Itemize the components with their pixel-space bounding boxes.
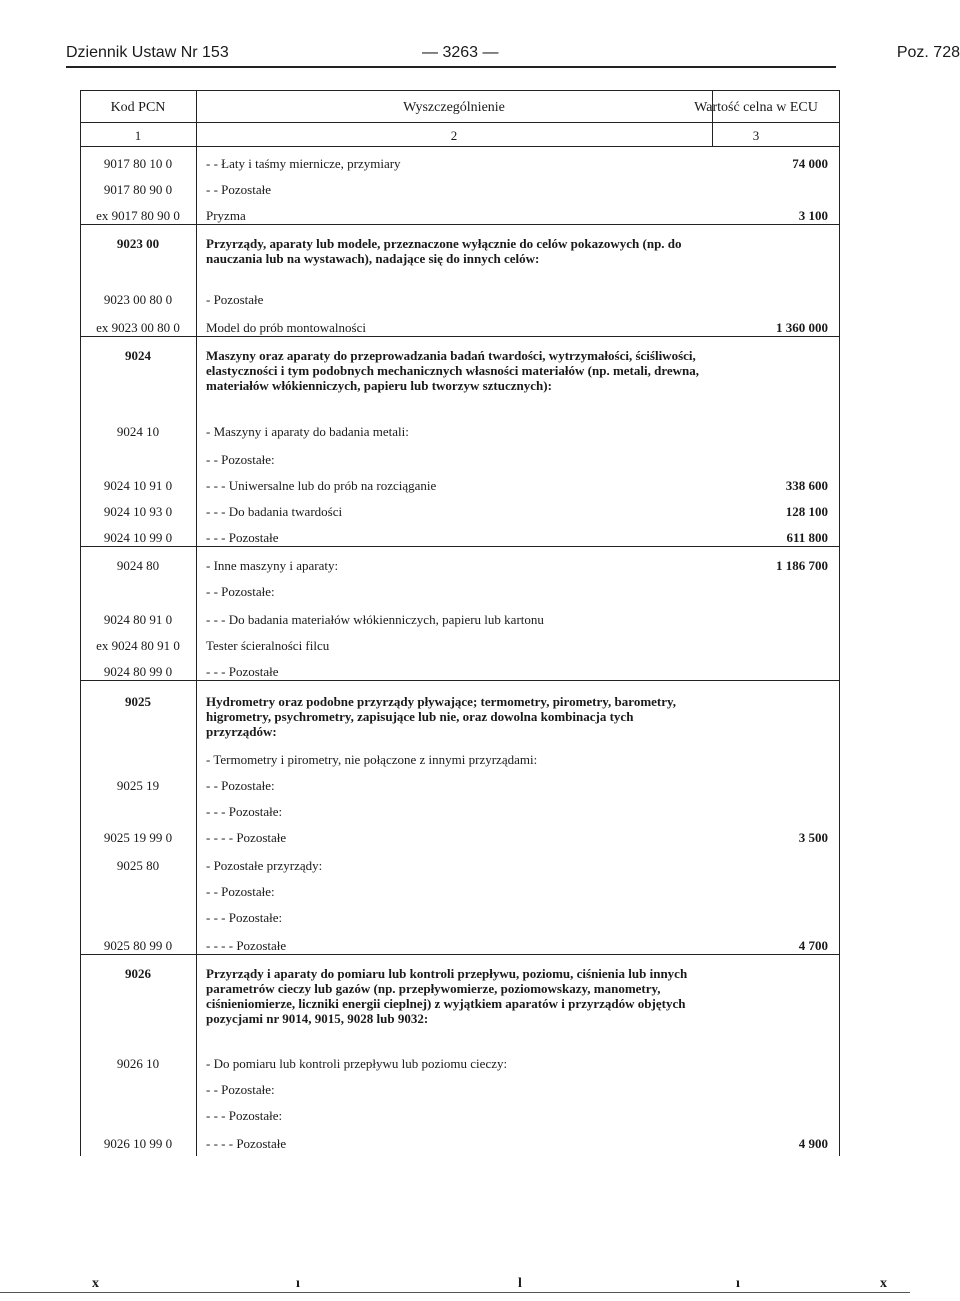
row-value: 74 000 — [792, 156, 828, 171]
row-divider — [80, 954, 840, 955]
row-description: - - - Pozostałe — [206, 664, 279, 679]
row-code: 9024 80 — [116, 558, 160, 573]
row-code: 9023 00 — [116, 236, 160, 251]
row-code: 9024 10 99 0 — [103, 530, 173, 545]
row-code: 9026 10 — [116, 1056, 160, 1071]
row-description: - - Łaty i taśmy miernicze, przymiary — [206, 156, 401, 171]
row-description: Pryzma — [206, 208, 246, 223]
footer-rule — [0, 1292, 910, 1293]
row-description: - - Pozostałe: — [206, 778, 275, 793]
row-description: Model do prób montowalności — [206, 320, 366, 335]
row-code: 9024 10 91 0 — [103, 478, 173, 493]
scan-mark: x — [880, 1276, 887, 1291]
row-description: - - - Pozostałe: — [206, 910, 283, 925]
scan-mark: l — [518, 1276, 522, 1291]
row-description: - - Pozostałe — [206, 182, 271, 197]
row-description: - - - Do badania twardości — [206, 504, 343, 519]
row-description: - - - Pozostałe: — [206, 804, 283, 819]
page-header — [66, 44, 960, 66]
row-description: - Pozostałe przyrządy: — [206, 858, 323, 873]
row-description: Przyrządy, aparaty lub modele, przeznaczone wyłącznie do celów pokazowych (np. do nauczania lub na wystawach), nadające się do innych celów: — [206, 236, 682, 266]
row-description: Maszyny oraz aparaty do przeprowadzania badań twardości, wytrzymałości, ściśliwości, elastyczności i tym podobnych mechanicznych własności materiałów (np. metali, drewna, materiałów włókienniczych, papieru lub tworzyw sztucznych): — [206, 348, 700, 393]
row-description: - - - Pozostałe — [206, 530, 279, 545]
row-divider — [80, 336, 840, 337]
row-description: - - - Do badania materiałów włókienniczych, papieru lub kartonu — [206, 612, 544, 627]
col-number-2: 2 — [450, 128, 458, 143]
numbers-divider — [80, 146, 840, 147]
row-divider — [80, 546, 840, 547]
row-description: - - Pozostałe: — [206, 1082, 275, 1097]
col-number-1: 1 — [134, 128, 142, 143]
col-divider-1 — [196, 90, 197, 1156]
row-description: - - - - Pozostałe — [206, 830, 287, 845]
row-description: Tester ścieralności filcu — [206, 638, 330, 653]
table-left-border — [80, 90, 81, 1156]
row-code: 9017 80 90 0 — [103, 182, 173, 197]
scan-mark: ı — [296, 1276, 300, 1291]
row-description: Przyrządy i aparaty do pomiaru lub kontroli przepływu, poziomu, ciśnienia lub innych parametrów cieczy lub gazów (np. przepływomierze, poziomowskazy, manometry, ciśnieniomierze, liczniki energii cieplnej) z wyjątkiem aparatów i przyrządów objętych pozycjami nr 9014, 9015, 9028 lub 9032: — [206, 966, 688, 1026]
scan-mark: x — [92, 1276, 99, 1291]
table-top-border — [80, 90, 840, 91]
col-header-code: Kod PCN — [110, 100, 166, 115]
page-number: — 3263 — — [422, 44, 499, 61]
col-divider-2 — [712, 90, 713, 146]
row-code: 9025 80 — [116, 858, 160, 873]
row-code: 9023 00 80 0 — [103, 292, 173, 307]
row-description: - Inne maszyny i aparaty: — [206, 558, 339, 573]
row-code: 9024 80 91 0 — [103, 612, 173, 627]
journal-title: Dziennik Ustaw Nr 153 — [66, 44, 229, 61]
col-header-value: Wartość celna w ECU — [694, 100, 818, 115]
row-code: 9024 10 93 0 — [103, 504, 173, 519]
row-description: - - - - Pozostałe — [206, 1136, 287, 1151]
row-description: - - Pozostałe: — [206, 584, 275, 599]
row-description: - Maszyny i aparaty do badania metali: — [206, 424, 409, 439]
scan-mark: ı — [736, 1276, 740, 1291]
row-description: - - Pozostałe: — [206, 452, 275, 467]
row-description: - - - Pozostałe: — [206, 1108, 283, 1123]
header-divider — [80, 122, 840, 123]
tariff-table — [80, 90, 840, 1156]
row-value: 4 900 — [798, 1136, 828, 1151]
row-value: 1 360 000 — [776, 320, 828, 335]
row-code: 9025 — [125, 694, 151, 709]
col-number-3: 3 — [752, 128, 760, 143]
row-description: - - Pozostałe: — [206, 884, 275, 899]
row-value: 3 100 — [798, 208, 828, 223]
row-value: 128 100 — [785, 504, 828, 519]
row-value: 338 600 — [785, 478, 828, 493]
row-value: 1 186 700 — [776, 558, 828, 573]
row-code: 9024 10 — [116, 424, 160, 439]
row-code: 9026 10 99 0 — [103, 1136, 173, 1151]
row-description: - Do pomiaru lub kontroli przepływu lub poziomu cieczy: — [206, 1056, 508, 1071]
row-code: 9024 80 99 0 — [103, 664, 173, 679]
row-code: ex 9017 80 90 0 — [96, 208, 180, 223]
row-divider — [80, 680, 840, 681]
header-rule — [66, 66, 836, 68]
row-value: 3 500 — [798, 830, 828, 845]
row-value: 4 700 — [798, 938, 828, 953]
position-number: Poz. 728 — [896, 44, 960, 61]
row-description: - - - Uniwersalne lub do prób na rozciąganie — [206, 478, 437, 493]
row-code: 9025 80 99 0 — [103, 938, 173, 953]
row-value: 611 800 — [786, 530, 828, 545]
row-description: - Pozostałe — [206, 292, 264, 307]
table-right-border — [839, 90, 840, 1156]
row-divider — [80, 224, 840, 225]
row-code: 9025 19 — [116, 778, 160, 793]
row-code: 9024 — [125, 348, 151, 363]
row-code: 9017 80 10 0 — [103, 156, 173, 171]
row-code: ex 9023 00 80 0 — [96, 320, 180, 335]
row-code: 9026 — [125, 966, 151, 981]
row-description: Hydrometry oraz podobne przyrządy pływające; termometry, pirometry, barometry, higrometry, psychrometry, zapisujące lub nie, oraz dowolna kombinacja tych przyrządów: — [206, 694, 677, 739]
row-description: - Termometry i pirometry, nie połączone z innymi przyrządami: — [206, 752, 538, 767]
row-description: - - - - Pozostałe — [206, 938, 287, 953]
row-code: ex 9024 80 91 0 — [96, 638, 180, 653]
row-code: 9025 19 99 0 — [103, 830, 173, 845]
col-header-description: Wyszczególnienie — [403, 100, 505, 115]
